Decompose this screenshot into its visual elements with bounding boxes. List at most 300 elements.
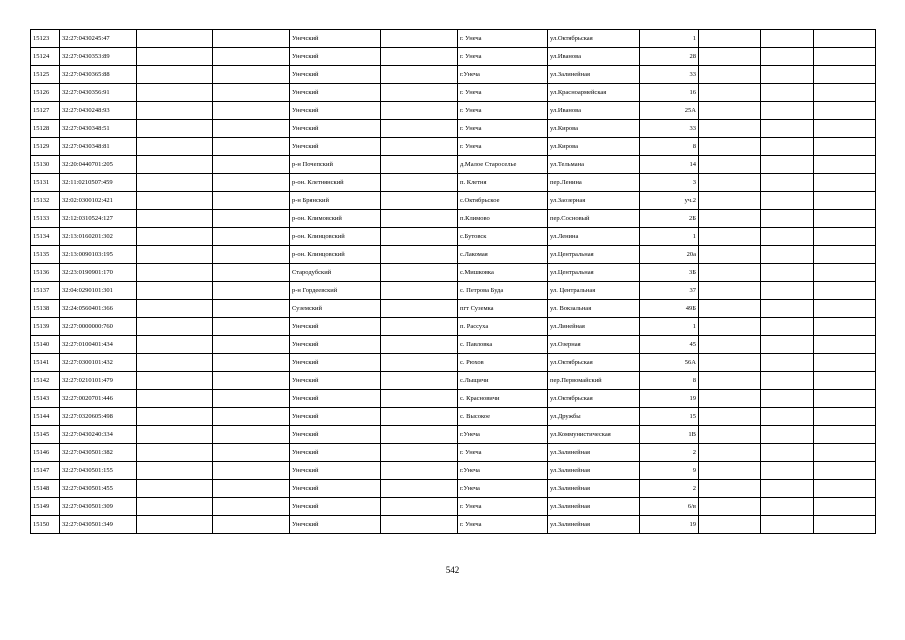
district-cell: Унечский [290, 354, 381, 372]
empty-cell [213, 192, 290, 210]
empty-cell [761, 174, 814, 192]
street-cell: ул.Линейная [548, 318, 640, 336]
house-number-cell: 1 [640, 30, 699, 48]
empty-cell [699, 84, 761, 102]
empty-cell [381, 246, 458, 264]
cadastral-number-cell: 32:27:0430348:51 [60, 120, 137, 138]
locality-cell: пгт Суземка [458, 300, 548, 318]
empty-cell [381, 48, 458, 66]
empty-cell [814, 246, 876, 264]
empty-cell [213, 390, 290, 408]
house-number-cell: 16 [640, 84, 699, 102]
street-cell: ул.Залинейная [548, 462, 640, 480]
street-cell: пер.Первомайский [548, 372, 640, 390]
district-cell: Унечский [290, 120, 381, 138]
row-number-cell: 15148 [31, 480, 60, 498]
cadastral-number-cell: 32:23:0190901:170 [60, 264, 137, 282]
empty-cell [381, 228, 458, 246]
cadastral-number-cell: 32:27:0210101:479 [60, 372, 137, 390]
empty-cell [381, 156, 458, 174]
house-number-cell: 8 [640, 372, 699, 390]
district-cell: Суземский [290, 300, 381, 318]
table-row [31, 192, 876, 210]
empty-cell [381, 138, 458, 156]
empty-cell [213, 246, 290, 264]
locality-cell: г. Унеча [458, 498, 548, 516]
empty-cell [814, 192, 876, 210]
empty-cell [814, 354, 876, 372]
empty-cell [381, 354, 458, 372]
cadastral-number-cell: 32:27:0430245:47 [60, 30, 137, 48]
empty-cell [699, 354, 761, 372]
row-number-cell: 15145 [31, 426, 60, 444]
district-cell: р-он. Климовский [290, 210, 381, 228]
page-number: 542 [445, 565, 460, 575]
empty-cell [761, 390, 814, 408]
empty-cell [137, 246, 213, 264]
row-number-cell: 15133 [31, 210, 60, 228]
locality-cell: с.Мишковка [458, 264, 548, 282]
house-number-cell: уч.2 [640, 192, 699, 210]
empty-cell [137, 480, 213, 498]
empty-cell [213, 138, 290, 156]
empty-cell [761, 462, 814, 480]
row-number-cell: 15136 [31, 264, 60, 282]
row-number-cell: 15125 [31, 66, 60, 84]
empty-cell [213, 300, 290, 318]
empty-cell [381, 336, 458, 354]
cadastral-number-cell: 32:02:0300102:421 [60, 192, 137, 210]
empty-cell [381, 480, 458, 498]
empty-cell [213, 282, 290, 300]
empty-cell [137, 408, 213, 426]
empty-cell [814, 300, 876, 318]
street-cell: ул.Центральная [548, 264, 640, 282]
empty-cell [137, 444, 213, 462]
empty-cell [213, 30, 290, 48]
locality-cell: г. Унеча [458, 120, 548, 138]
empty-cell [137, 390, 213, 408]
empty-cell [381, 120, 458, 138]
house-number-cell: 28 [640, 48, 699, 66]
locality-cell: г.Унеча [458, 462, 548, 480]
cadastral-number-cell: 32:24:0560401:366 [60, 300, 137, 318]
locality-cell: с. Высокое [458, 408, 548, 426]
empty-cell [761, 444, 814, 462]
locality-cell: с. Петрова Буда [458, 282, 548, 300]
district-cell: Унечский [290, 462, 381, 480]
locality-cell: г.Унеча [458, 66, 548, 84]
cadastral-number-cell: 32:27:0430501:155 [60, 462, 137, 480]
empty-cell [213, 210, 290, 228]
house-number-cell: 9 [640, 462, 699, 480]
empty-cell [699, 174, 761, 192]
empty-cell [699, 516, 761, 534]
row-number-cell: 15135 [31, 246, 60, 264]
empty-cell [213, 156, 290, 174]
street-cell: пер.Сосновый [548, 210, 640, 228]
district-cell: р-он. Клинцовский [290, 228, 381, 246]
table-row [31, 336, 876, 354]
empty-cell [213, 66, 290, 84]
empty-cell [137, 462, 213, 480]
empty-cell [761, 192, 814, 210]
table-row [31, 516, 876, 534]
empty-cell [814, 372, 876, 390]
empty-cell [137, 30, 213, 48]
table-row [31, 444, 876, 462]
empty-cell [137, 354, 213, 372]
empty-cell [761, 246, 814, 264]
house-number-cell: 1В [640, 426, 699, 444]
cadastral-number-cell: 32:27:0320605:498 [60, 408, 137, 426]
empty-cell [761, 84, 814, 102]
locality-cell: г. Унеча [458, 102, 548, 120]
locality-cell: г. Унеча [458, 138, 548, 156]
empty-cell [213, 228, 290, 246]
row-number-cell: 15130 [31, 156, 60, 174]
house-number-cell: 3Б [640, 264, 699, 282]
house-number-cell: 2 [640, 444, 699, 462]
table-row [31, 228, 876, 246]
house-number-cell: 1 [640, 318, 699, 336]
empty-cell [137, 210, 213, 228]
table-row [31, 48, 876, 66]
empty-cell [137, 426, 213, 444]
district-cell: р-н Брянский [290, 192, 381, 210]
street-cell: ул.Иванова [548, 102, 640, 120]
cadastral-number-cell: 32:27:0020701:446 [60, 390, 137, 408]
house-number-cell: 19 [640, 390, 699, 408]
table-row [31, 408, 876, 426]
empty-cell [761, 372, 814, 390]
empty-cell [137, 138, 213, 156]
empty-cell [381, 84, 458, 102]
empty-cell [761, 426, 814, 444]
house-number-cell: 1 [640, 228, 699, 246]
table-row [31, 174, 876, 192]
house-number-cell: 49Б [640, 300, 699, 318]
empty-cell [814, 228, 876, 246]
table-row [31, 156, 876, 174]
house-number-cell: 33 [640, 120, 699, 138]
empty-cell [699, 336, 761, 354]
house-number-cell: 25А [640, 102, 699, 120]
empty-cell [699, 102, 761, 120]
row-number-cell: 15139 [31, 318, 60, 336]
empty-cell [213, 174, 290, 192]
district-cell: р-он. Клинцовский [290, 246, 381, 264]
district-cell: Унечский [290, 66, 381, 84]
empty-cell [699, 282, 761, 300]
table-row [31, 318, 876, 336]
empty-cell [761, 210, 814, 228]
empty-cell [814, 84, 876, 102]
locality-cell: г. Унеча [458, 84, 548, 102]
empty-cell [814, 336, 876, 354]
district-cell: Унечский [290, 30, 381, 48]
empty-cell [381, 102, 458, 120]
cadastral-number-cell: 32:12:0310524:127 [60, 210, 137, 228]
empty-cell [213, 84, 290, 102]
empty-cell [699, 120, 761, 138]
street-cell: ул.Залинейная [548, 66, 640, 84]
row-number-cell: 15138 [31, 300, 60, 318]
district-cell: Унечский [290, 336, 381, 354]
district-cell: Унечский [290, 480, 381, 498]
table-row [31, 66, 876, 84]
empty-cell [213, 480, 290, 498]
row-number-cell: 15124 [31, 48, 60, 66]
empty-cell [699, 138, 761, 156]
empty-cell [814, 174, 876, 192]
table-row [31, 480, 876, 498]
district-cell: р-н Почепский [290, 156, 381, 174]
empty-cell [699, 264, 761, 282]
district-cell: Унечский [290, 444, 381, 462]
empty-cell [381, 174, 458, 192]
empty-cell [761, 336, 814, 354]
empty-cell [137, 264, 213, 282]
empty-cell [213, 48, 290, 66]
locality-cell: г. Унеча [458, 516, 548, 534]
empty-cell [137, 174, 213, 192]
empty-cell [814, 516, 876, 534]
table-row [31, 354, 876, 372]
empty-cell [699, 390, 761, 408]
empty-cell [699, 30, 761, 48]
empty-cell [699, 480, 761, 498]
cadastral-number-cell: 32:27:0430240:334 [60, 426, 137, 444]
house-number-cell: 8 [640, 138, 699, 156]
cadastral-number-cell: 32:27:0000000:760 [60, 318, 137, 336]
empty-cell [213, 498, 290, 516]
house-number-cell: 3 [640, 174, 699, 192]
empty-cell [814, 426, 876, 444]
house-number-cell: 20а [640, 246, 699, 264]
district-cell: Унечский [290, 390, 381, 408]
district-cell: Унечский [290, 516, 381, 534]
row-number-cell: 15123 [31, 30, 60, 48]
row-number-cell: 15147 [31, 462, 60, 480]
street-cell: пер.Ленина [548, 174, 640, 192]
street-cell: ул.Залинейная [548, 480, 640, 498]
street-cell: ул.Иванова [548, 48, 640, 66]
locality-cell: п. Клетня [458, 174, 548, 192]
empty-cell [381, 264, 458, 282]
empty-cell [699, 462, 761, 480]
table-row [31, 426, 876, 444]
empty-cell [213, 318, 290, 336]
district-cell: Унечский [290, 408, 381, 426]
table-row [31, 84, 876, 102]
street-cell: ул.Кирова [548, 120, 640, 138]
empty-cell [814, 462, 876, 480]
empty-cell [761, 354, 814, 372]
empty-cell [814, 390, 876, 408]
empty-cell [381, 210, 458, 228]
empty-cell [761, 498, 814, 516]
empty-cell [381, 318, 458, 336]
empty-cell [814, 156, 876, 174]
empty-cell [699, 156, 761, 174]
locality-cell: с. Красновичи [458, 390, 548, 408]
empty-cell [814, 30, 876, 48]
locality-cell: г. Унеча [458, 30, 548, 48]
table-row [31, 462, 876, 480]
row-number-cell: 15132 [31, 192, 60, 210]
empty-cell [761, 156, 814, 174]
house-number-cell: 45 [640, 336, 699, 354]
table-body [31, 30, 876, 534]
empty-cell [137, 336, 213, 354]
empty-cell [213, 516, 290, 534]
empty-cell [699, 408, 761, 426]
empty-cell [213, 120, 290, 138]
district-cell: Унечский [290, 498, 381, 516]
empty-cell [814, 480, 876, 498]
empty-cell [699, 372, 761, 390]
empty-cell [699, 444, 761, 462]
empty-cell [137, 156, 213, 174]
locality-cell: с.Лыщичи [458, 372, 548, 390]
cadastral-number-cell: 32:27:0430356:91 [60, 84, 137, 102]
empty-cell [381, 516, 458, 534]
cadastral-number-cell: 32:27:0430353:89 [60, 48, 137, 66]
cadastral-number-cell: 32:27:0430501:455 [60, 480, 137, 498]
table-row [31, 498, 876, 516]
cadastral-number-cell: 32:20:0440701:205 [60, 156, 137, 174]
empty-cell [381, 192, 458, 210]
house-number-cell: 6/в [640, 498, 699, 516]
empty-cell [137, 48, 213, 66]
empty-cell [213, 354, 290, 372]
empty-cell [814, 444, 876, 462]
empty-cell [814, 408, 876, 426]
empty-cell [761, 30, 814, 48]
empty-cell [699, 246, 761, 264]
locality-cell: г.Унеча [458, 480, 548, 498]
row-number-cell: 15140 [31, 336, 60, 354]
empty-cell [381, 300, 458, 318]
street-cell: ул.Заозерная [548, 192, 640, 210]
empty-cell [761, 480, 814, 498]
street-cell: ул.Ленина [548, 228, 640, 246]
empty-cell [381, 390, 458, 408]
empty-cell [814, 318, 876, 336]
table-row [31, 264, 876, 282]
locality-cell: г.Унеча [458, 426, 548, 444]
locality-cell: п.Климово [458, 210, 548, 228]
row-number-cell: 15129 [31, 138, 60, 156]
empty-cell [137, 66, 213, 84]
empty-cell [761, 318, 814, 336]
empty-cell [699, 498, 761, 516]
empty-cell [761, 516, 814, 534]
empty-cell [213, 102, 290, 120]
row-number-cell: 15143 [31, 390, 60, 408]
street-cell: ул.Центральная [548, 246, 640, 264]
house-number-cell: 37 [640, 282, 699, 300]
empty-cell [814, 210, 876, 228]
empty-cell [761, 138, 814, 156]
cadastral-number-cell: 32:27:0300101:432 [60, 354, 137, 372]
locality-cell: с.Бутовск [458, 228, 548, 246]
empty-cell [699, 210, 761, 228]
cadastral-number-cell: 32:13:0160201:302 [60, 228, 137, 246]
empty-cell [137, 300, 213, 318]
street-cell: ул.Октябрьская [548, 354, 640, 372]
district-cell: Унечский [290, 372, 381, 390]
street-cell: ул.Красноармейская [548, 84, 640, 102]
empty-cell [213, 408, 290, 426]
street-cell: ул.Залинейная [548, 516, 640, 534]
empty-cell [761, 48, 814, 66]
cadastral-number-cell: 32:04:0290101:301 [60, 282, 137, 300]
empty-cell [381, 408, 458, 426]
cadastral-number-cell: 32:27:0430348:81 [60, 138, 137, 156]
street-cell: ул.Дружбы [548, 408, 640, 426]
district-cell: Унечский [290, 84, 381, 102]
empty-cell [381, 372, 458, 390]
row-number-cell: 15127 [31, 102, 60, 120]
house-number-cell: 15 [640, 408, 699, 426]
row-number-cell: 15141 [31, 354, 60, 372]
empty-cell [213, 336, 290, 354]
empty-cell [814, 138, 876, 156]
empty-cell [137, 192, 213, 210]
empty-cell [381, 30, 458, 48]
table-row [31, 120, 876, 138]
empty-cell [699, 192, 761, 210]
empty-cell [137, 282, 213, 300]
cadastral-number-cell: 32:27:0430365:88 [60, 66, 137, 84]
empty-cell [213, 372, 290, 390]
empty-cell [814, 120, 876, 138]
empty-cell [213, 264, 290, 282]
cadastral-number-cell: 32:27:0430501:349 [60, 516, 137, 534]
empty-cell [213, 462, 290, 480]
empty-cell [137, 228, 213, 246]
district-cell: р-н Гордеевский [290, 282, 381, 300]
district-cell: Унечский [290, 426, 381, 444]
empty-cell [137, 318, 213, 336]
empty-cell [814, 498, 876, 516]
locality-cell: с.Октябрьское [458, 192, 548, 210]
table-row [31, 210, 876, 228]
empty-cell [381, 426, 458, 444]
cadastral-number-cell: 32:27:0430248:93 [60, 102, 137, 120]
table-row [31, 30, 876, 48]
empty-cell [761, 102, 814, 120]
table-row [31, 102, 876, 120]
empty-cell [381, 462, 458, 480]
empty-cell [137, 516, 213, 534]
house-number-cell: 14 [640, 156, 699, 174]
cadastral-number-cell: 32:27:0100401:434 [60, 336, 137, 354]
street-cell: ул.Октябрьская [548, 30, 640, 48]
district-cell: Унечский [290, 102, 381, 120]
house-number-cell: 56А [640, 354, 699, 372]
table-row [31, 390, 876, 408]
street-cell: ул.Залинейная [548, 498, 640, 516]
empty-cell [761, 66, 814, 84]
empty-cell [761, 408, 814, 426]
empty-cell [814, 48, 876, 66]
cadastral-number-cell: 32:27:0430501:382 [60, 444, 137, 462]
empty-cell [761, 120, 814, 138]
row-number-cell: 15149 [31, 498, 60, 516]
